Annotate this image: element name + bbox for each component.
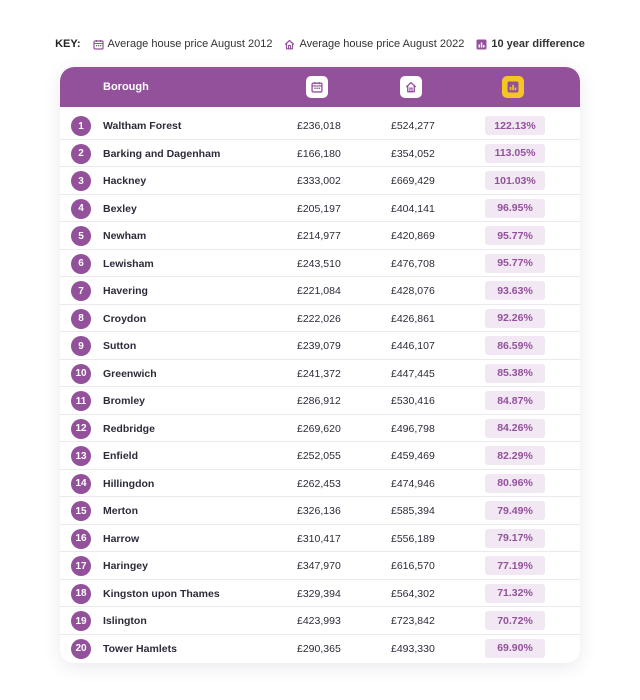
price-2012: £166,180 — [297, 147, 341, 160]
rank-badge: 5 — [71, 226, 91, 246]
difference-badge: 85.38% — [485, 364, 545, 383]
table-row — [60, 552, 580, 580]
table-row — [60, 607, 580, 635]
rank-badge: 11 — [71, 391, 91, 411]
difference-badge: 96.95% — [485, 199, 545, 218]
difference-badge: 92.26% — [485, 309, 545, 328]
price-2012: £236,018 — [297, 120, 341, 132]
price-2012: £286,912 — [297, 395, 341, 407]
price-2012: £243,510 — [297, 257, 341, 270]
price-2022: £669,429 — [391, 175, 435, 187]
price-2022: £459,469 — [391, 450, 435, 462]
price-2012: £214,977 — [297, 230, 341, 242]
table-row — [60, 497, 580, 525]
price-2012: £329,394 — [297, 587, 341, 600]
price-2022: £447,445 — [391, 367, 435, 380]
borough-name: Tower Hamlets — [103, 642, 177, 655]
price-2012: £205,197 — [297, 202, 341, 215]
table-row — [60, 580, 580, 608]
price-2022: £493,330 — [391, 642, 435, 655]
table-row — [60, 222, 580, 250]
difference-badge: 80.96% — [485, 474, 545, 493]
price-2022: £354,052 — [391, 147, 435, 160]
price-2022: £556,189 — [391, 532, 435, 545]
table-row — [60, 250, 580, 278]
key-item-diff — [476, 38, 585, 50]
difference-badge: 95.77% — [485, 254, 545, 273]
price-2022: £723,842 — [391, 615, 435, 627]
table-row — [60, 112, 580, 140]
table-header — [60, 67, 580, 107]
rank-badge: 10 — [71, 364, 91, 384]
borough-name: Newham — [103, 230, 147, 242]
price-2012: £326,136 — [297, 505, 341, 517]
price-2022: £420,869 — [391, 230, 435, 242]
rank-badge: 18 — [71, 584, 91, 604]
rank-badge: 4 — [71, 199, 91, 219]
table-row — [60, 387, 580, 415]
difference-badge: 122.13% — [485, 116, 545, 135]
borough-name: Havering — [103, 285, 148, 297]
key-item-2022 — [284, 38, 464, 50]
rank-badge: 2 — [71, 144, 91, 164]
difference-badge: 71.32% — [485, 584, 545, 603]
price-2022: £496,798 — [391, 422, 435, 435]
price-2022: £564,302 — [391, 587, 435, 600]
rank-badge: 16 — [71, 529, 91, 549]
borough-name: Waltham Forest — [103, 120, 182, 132]
difference-badge: 84.87% — [485, 391, 545, 410]
difference-badge: 69.90% — [485, 639, 545, 658]
calendar-icon — [306, 76, 328, 98]
calendar-icon — [93, 39, 104, 50]
price-2022: £585,394 — [391, 505, 435, 517]
difference-badge: 95.77% — [485, 226, 545, 245]
borough-name: Islington — [103, 615, 147, 627]
key-title: KEY: — [55, 38, 81, 50]
difference-badge: 84.26% — [485, 419, 545, 438]
price-2012: £239,079 — [297, 340, 341, 352]
difference-badge: 101.03% — [485, 171, 545, 190]
price-2012: £241,372 — [297, 367, 341, 380]
table-row — [60, 470, 580, 498]
chart-icon — [502, 76, 524, 98]
rank-badge: 12 — [71, 419, 91, 439]
borough-name: Harrow — [103, 532, 140, 545]
price-2022: £530,416 — [391, 395, 435, 407]
borough-name: Greenwich — [103, 367, 157, 380]
borough-name: Bexley — [103, 202, 137, 215]
difference-badge: 79.49% — [485, 501, 545, 520]
table-row — [60, 277, 580, 305]
price-2022: £474,946 — [391, 477, 435, 490]
difference-badge: 79.17% — [485, 529, 545, 548]
borough-name: Hackney — [103, 175, 147, 187]
house-icon — [400, 76, 422, 98]
key-item-diff-label: 10 year difference — [491, 38, 585, 50]
price-2012: £269,620 — [297, 422, 341, 435]
price-2022: £426,861 — [391, 312, 435, 325]
borough-name: Hillingdon — [103, 477, 155, 490]
rank-badge: 15 — [71, 501, 91, 521]
price-2012: £252,055 — [297, 450, 341, 462]
price-2012: £290,365 — [297, 642, 341, 655]
difference-badge: 113.05% — [485, 144, 545, 163]
table-row — [60, 635, 580, 663]
price-2012: £333,002 — [297, 175, 341, 187]
borough-name: Sutton — [103, 340, 137, 352]
price-2012: £423,993 — [297, 615, 341, 627]
borough-name: Croydon — [103, 312, 147, 325]
rank-badge: 14 — [71, 474, 91, 494]
difference-badge: 70.72% — [485, 611, 545, 630]
rank-badge: 20 — [71, 639, 91, 659]
difference-badge: 77.19% — [485, 556, 545, 575]
difference-badge: 82.29% — [485, 446, 545, 465]
house-price-table — [60, 67, 580, 663]
chart-icon — [476, 39, 487, 50]
table-row — [60, 360, 580, 388]
house-icon — [284, 39, 295, 50]
price-2022: £404,141 — [391, 202, 435, 215]
rank-badge: 3 — [71, 171, 91, 191]
borough-name: Merton — [103, 505, 138, 517]
difference-badge: 93.63% — [485, 281, 545, 300]
rank-badge: 19 — [71, 611, 91, 631]
rank-badge: 8 — [71, 309, 91, 329]
price-2012: £262,453 — [297, 477, 341, 490]
rank-badge: 7 — [71, 281, 91, 301]
key-item-2012-label: Average house price August 2012 — [107, 38, 273, 50]
difference-badge: 86.59% — [485, 336, 545, 355]
borough-name: Lewisham — [103, 257, 154, 270]
price-2012: £310,417 — [297, 532, 341, 545]
price-2022: £446,107 — [391, 340, 435, 352]
rank-badge: 17 — [71, 556, 91, 576]
key-item-2012 — [93, 38, 273, 50]
borough-name: Bromley — [103, 395, 146, 407]
price-2012: £221,084 — [297, 285, 341, 297]
table-row — [60, 167, 580, 195]
table-row — [60, 140, 580, 168]
header-borough: Borough — [103, 81, 149, 93]
price-2022: £476,708 — [391, 257, 435, 270]
borough-name: Kingston upon Thames — [103, 587, 220, 600]
table-row — [60, 332, 580, 360]
table-row — [60, 415, 580, 443]
key-legend — [0, 38, 640, 50]
price-2012: £222,026 — [297, 312, 341, 325]
table-row — [60, 525, 580, 553]
key-item-2022-label: Average house price August 2022 — [299, 38, 465, 50]
rank-badge: 9 — [71, 336, 91, 356]
rank-badge: 1 — [71, 116, 91, 136]
price-2022: £428,076 — [391, 285, 435, 297]
price-2012: £347,970 — [297, 560, 341, 572]
price-2022: £524,277 — [391, 120, 435, 132]
table-row — [60, 442, 580, 470]
borough-name: Barking and Dagenham — [103, 147, 221, 160]
borough-name: Enfield — [103, 450, 139, 462]
rank-badge: 13 — [71, 446, 91, 466]
price-2022: £616,570 — [391, 560, 435, 572]
borough-name: Redbridge — [103, 422, 155, 435]
rank-badge: 6 — [71, 254, 91, 274]
borough-name: Haringey — [103, 560, 148, 572]
table-row — [60, 195, 580, 223]
table-row — [60, 305, 580, 333]
